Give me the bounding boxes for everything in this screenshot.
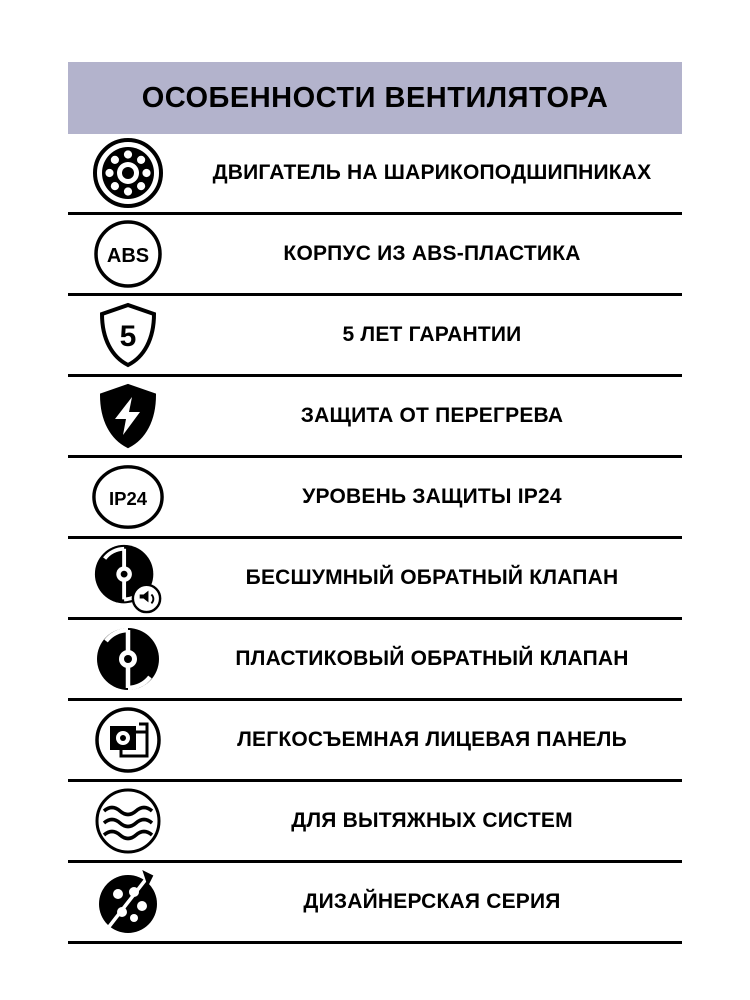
feature-label: ДИЗАЙНЕРСКАЯ СЕРИЯ <box>303 890 561 914</box>
feature-label-cell <box>188 485 682 509</box>
feature-label: УРОВЕНЬ ЗАЩИТЫ IP24 <box>302 485 562 509</box>
svg-text:IP24: IP24 <box>108 487 148 509</box>
removable-front-panel-icon <box>91 703 165 777</box>
feature-label-cell <box>188 566 682 590</box>
exhaust-systems-icon <box>91 784 165 858</box>
feature-label: ЗАЩИТА ОТ ПЕРЕГРЕВА <box>300 404 564 428</box>
feature-row <box>68 863 682 944</box>
feature-label-cell <box>188 647 682 671</box>
feature-row <box>68 134 682 215</box>
feature-row <box>68 377 682 458</box>
ball-bearing-icon <box>91 136 165 210</box>
feature-label-cell <box>188 728 682 752</box>
feature-label: ДВИГАТЕЛЬ НА ШАРИКОПОДШИПНИКАХ <box>212 161 652 185</box>
warranty-shield-5-icon <box>91 298 165 372</box>
feature-icon-cell <box>68 215 188 293</box>
feature-icon-cell <box>68 863 188 941</box>
svg-text:ABS: ABS <box>106 245 150 267</box>
feature-icon-cell <box>68 134 188 212</box>
abs-plastic-icon <box>91 217 165 291</box>
feature-label: БЕСШУМНЫЙ ОБРАТНЫЙ КЛАПАН <box>245 566 619 590</box>
feature-row <box>68 620 682 701</box>
ip24-protection-icon <box>91 460 165 534</box>
svg-text:5: 5 <box>119 320 137 353</box>
feature-label: КОРПУС ИЗ ABS-ПЛАСТИКА <box>283 242 581 266</box>
feature-row <box>68 458 682 539</box>
feature-row <box>68 539 682 620</box>
feature-icon-cell <box>68 782 188 860</box>
feature-row <box>68 296 682 377</box>
page-title-bar <box>68 62 682 134</box>
silent-check-valve-icon <box>91 541 165 615</box>
overheat-protection-icon <box>91 379 165 453</box>
feature-label-cell <box>188 890 682 914</box>
feature-label: 5 ЛЕТ ГАРАНТИИ <box>342 323 522 347</box>
page-title: ОСОБЕННОСТИ ВЕНТИЛЯТОРА <box>141 81 609 114</box>
feature-icon-cell <box>68 296 188 374</box>
feature-row <box>68 215 682 296</box>
features-sheet <box>68 62 682 944</box>
feature-label-cell <box>188 404 682 428</box>
feature-row <box>68 701 682 782</box>
feature-label-cell <box>188 323 682 347</box>
feature-label: ЛЕГКОСЪЕМНАЯ ЛИЦЕВАЯ ПАНЕЛЬ <box>237 728 627 752</box>
feature-label-cell <box>188 809 682 833</box>
feature-icon-cell <box>68 539 188 617</box>
feature-label-cell <box>188 161 682 185</box>
plastic-check-valve-icon <box>91 622 165 696</box>
feature-row <box>68 782 682 863</box>
designer-series-palette-icon <box>91 865 165 939</box>
feature-icon-cell <box>68 620 188 698</box>
feature-label: ДЛЯ ВЫТЯЖНЫХ СИСТЕМ <box>291 809 573 833</box>
feature-icon-cell <box>68 458 188 536</box>
feature-icon-cell <box>68 377 188 455</box>
feature-label-cell <box>188 242 682 266</box>
feature-label: ПЛАСТИКОВЫЙ ОБРАТНЫЙ КЛАПАН <box>235 647 629 671</box>
feature-icon-cell <box>68 701 188 779</box>
